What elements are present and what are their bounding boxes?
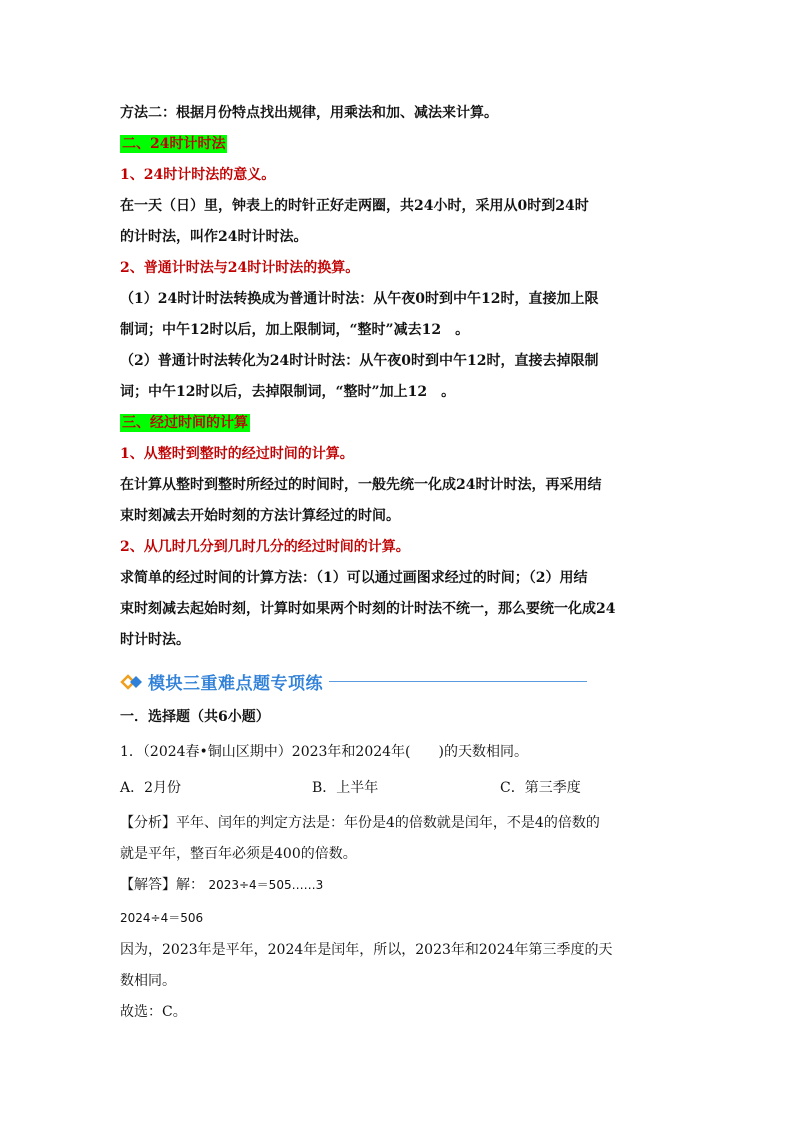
section-3-2-line-3: 时计时法。 (120, 632, 190, 648)
section-2-1-title: 1、24时计时法的意义。 (120, 167, 276, 183)
section-3-1-line-1: 在计算从整时到整时所经过的时间时，一般先统一化成24时计时法，再采用结 (120, 477, 602, 493)
section-2-1-line-2: 的计时法，叫作24时计时法。 (120, 229, 308, 245)
exercise-heading: 一．选择题（共6小题） (120, 709, 270, 725)
analysis-line-1: 【分析】平年、闰年的判定方法是：年份是4的倍数就是闰年，不是4的倍数的 (120, 815, 600, 831)
answer-line (120, 875, 323, 895)
section-3-heading (120, 413, 250, 433)
section-2-heading (120, 134, 227, 154)
final-choice: 故选：C。 (120, 1004, 187, 1020)
calc-1: 2023÷4＝505……3 (208, 878, 324, 892)
method-two-text: 方法二：根据月份特点找出规律，用乘法和加、减法来计算。 (120, 105, 498, 121)
section-3-2-line-2: 束时刻减去起始时刻，计算时如果两个时刻的计时法不统一，那么要统一化成24 (120, 601, 616, 617)
diamond-arrow-icon (120, 673, 144, 691)
option-a: A．2月份 (120, 780, 182, 796)
section-2-2-p1-line-2: 制词；中午12时以后，加上限制词，“整时”减去12 。 (120, 322, 470, 338)
section-3-1-title: 1、从整时到整时的经过时间的计算。 (120, 446, 354, 462)
module-title: 模块三重难点题专项练 (148, 674, 323, 694)
section-3-title: 三、经过时间的计算 (122, 415, 248, 431)
section-2-2-p2-line-1: （2）普通计时法转化为24时计时法：从午夜0时到中午12时，直接去掉限制 (120, 353, 599, 369)
section-2-title: 二、24时计时法 (122, 136, 226, 152)
section-2-2-title: 2、普通计时法与24时计时法的换算。 (120, 260, 360, 276)
section-2-1-line-1: 在一天（日）里，钟表上的时针正好走两圈，共24小时，采用从0时到24时 (120, 198, 589, 214)
conclusion-line-2: 数相同。 (120, 973, 176, 989)
option-c: C．第三季度 (500, 780, 581, 796)
module-header (120, 669, 587, 694)
option-b: B．上半年 (312, 780, 379, 796)
section-3-2-title: 2、从几时几分到几时几分的经过时间的计算。 (120, 539, 410, 555)
section-2-2-p2-line-2: 词；中午12时以后，去掉限制词，“整时”加上12 。 (120, 384, 456, 400)
conclusion-line-1: 因为，2023年是平年，2024年是闰年，所以，2023年和2024年第三季度的天 (120, 942, 613, 958)
answer-label: 【解答】解： (120, 877, 204, 893)
section-3-2-line-1: 求简单的经过时间的计算方法：（1）可以通过画图求经过的时间；（2）用结 (120, 570, 588, 586)
section-3-1-line-2: 束时刻减去开始时刻的方法计算经过的时间。 (120, 508, 400, 524)
question-1: 1．（2024春•铜山区期中）2023年和2024年( )的天数相同。 (120, 744, 528, 760)
calc-2: 2024÷4＝506 (120, 911, 204, 925)
module-divider (329, 681, 587, 682)
section-2-2-p1-line-1: （1）24时计时法转换成为普通计时法：从午夜0时到中午12时，直接加上限 (120, 291, 599, 307)
analysis-line-2: 就是平年，整百年必须是400的倍数。 (120, 846, 357, 862)
